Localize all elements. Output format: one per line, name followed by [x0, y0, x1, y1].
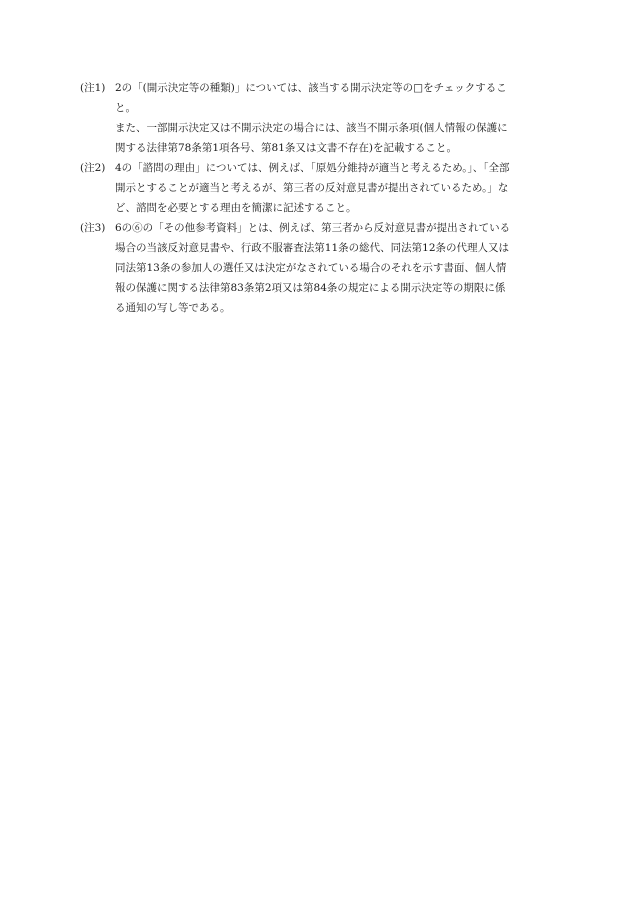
note-2-line-2: 開示とすることが適当と考えるが、第三者の反対意見書が提出されているため。」な	[115, 182, 509, 194]
note-3	[80, 218, 550, 318]
note-2	[80, 158, 550, 218]
note-1-line-2: と。	[115, 102, 136, 114]
note-1-line-1: 2の「(開示決定等の種類)」については、該当する開示決定等の□をチェックするこ	[115, 82, 507, 94]
note-1-line-4: 関する法律第78条第1項各号、第81条又は文書不存在)を記載すること。	[115, 142, 457, 154]
note-3-line-1: 6の⑥の「その他参考資料」とは、例えば、第三者から反対意見書が提出されている	[115, 222, 511, 234]
note-3-line-4: 報の保護に関する法律第83条第2項又は第84条の規定による開示決定等の期限に係	[115, 282, 506, 294]
note-3-line-2: 場合の当該反対意見書や、行政不服審査法第11条の総代、同法第12条の代理人又は	[115, 242, 510, 254]
note-3-line-5: る通知の写し等である。	[115, 302, 231, 314]
note-2-marker: (注2)	[80, 162, 106, 174]
notes-section	[80, 78, 550, 318]
note-1-marker: (注1)	[80, 82, 106, 94]
note-3-marker: (注3)	[80, 222, 106, 234]
note-1-line-3: また、一部開示決定又は不開示決定の場合には、該当不開示条項(個人情報の保護に	[115, 122, 508, 134]
note-2-line-1: 4の「諮問の理由」については、例えば、「原処分維持が適当と考えるため。」、「全部	[115, 162, 510, 174]
note-1	[80, 78, 550, 158]
note-2-line-3: ど、諮問を必要とする理由を簡潔に記述すること。	[115, 202, 357, 214]
note-3-line-3: 同法第13条の参加人の選任又は決定がなされている場合のそれを示す書面、個人情	[115, 262, 507, 274]
